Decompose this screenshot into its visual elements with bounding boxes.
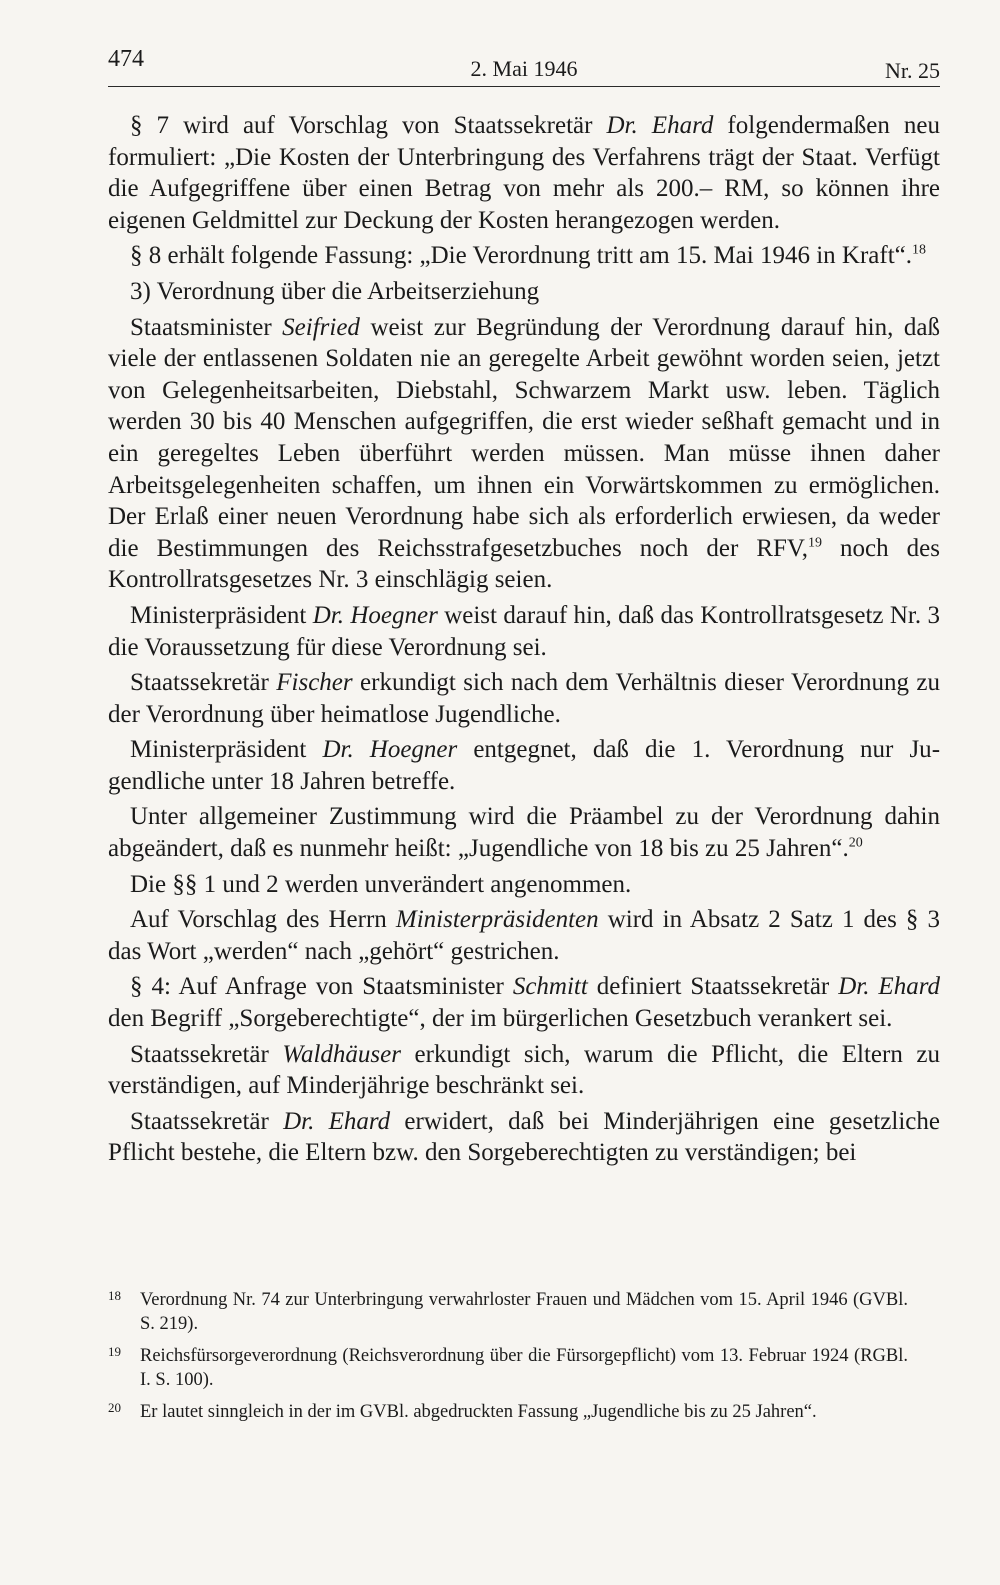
footnote-text: Er lautet sinngleich in der im GVBl. abgedruckten Fassung „Jugendliche bis zu 25 Jahren“. xyxy=(140,1402,817,1422)
person-name: Dr. Hoegner xyxy=(312,601,438,629)
footnote xyxy=(108,1288,908,1336)
running-header xyxy=(108,46,940,87)
text-run: § 4: Auf Anfrage von Staatsminister xyxy=(130,973,513,1001)
paragraph xyxy=(108,801,940,864)
person-name: Dr. Ehard xyxy=(283,1107,391,1135)
text-run: weist zur Begründung der Verordnung darauf hin, daß viele der entlassenen Soldaten nie an geregelte Arbeit gewöhnt worden seien, jetzt von Gelegenheitsarbeiten, Diebstahl, Schwarzem Markt usw. leben. Täglich werden 30 bis 40 Menschen aufgegriffen, die erst wieder seßhaft gemacht und in ein geregeltes Leben überführt werden müssen. Man müsse ihnen daher Arbeitsgelegenheiten schaffen, um ihnen ein Vorwärtskommen zu ermöglichen. Der Erlaß einer neuen Verordnung habe sich als erforderlich erwiesen, da weder die Bestimmungen des Reichsstrafgesetzbuches noch der RFV, xyxy=(108,313,940,562)
text-run: erwidert, daß bei Minderjährigen eine gesetzliche Pflicht bestehe, die Eltern bzw. den Sorgeberechtigten zu verständigen; bei xyxy=(108,1107,940,1167)
footnote-number: 18 xyxy=(108,1288,121,1303)
page-number: 474 xyxy=(108,46,144,72)
header-date: 2. Mai 1946 xyxy=(470,56,578,81)
footnote-text: Verordnung Nr. 74 zur Unterbringung verwahrloster Frauen und Mädchen vom 15. April 1946 (GVBl. S. 219). xyxy=(140,1290,908,1334)
paragraph xyxy=(108,110,940,236)
paragraph xyxy=(108,600,940,663)
person-name: Dr. Ehard xyxy=(838,973,940,1001)
text-run: Staatssekretär xyxy=(130,1040,283,1068)
paragraph xyxy=(108,276,940,308)
footnote-ref: 18 xyxy=(912,243,927,259)
text-run: Die §§ 1 und 2 werden unverändert angenommen. xyxy=(130,870,632,898)
text-run: Staatssekretär xyxy=(130,1107,284,1135)
person-name: Dr. Hoegner xyxy=(322,736,458,764)
footnote xyxy=(108,1344,908,1392)
text-run: wird in Absatz 2 Satz 1 des § 3 das Wort „werden“ nach „gehört“ gestrichen. xyxy=(108,906,941,965)
person-name: Waldhäuser xyxy=(282,1040,401,1068)
paragraph xyxy=(108,1039,940,1102)
text-run: 3) Verordnung über die Arbeitserziehung xyxy=(130,277,540,305)
footnote-number: 20 xyxy=(108,1400,121,1415)
paragraph xyxy=(108,667,940,730)
footnote-ref: 19 xyxy=(808,535,822,551)
text-run: § 7 wird auf Vorschlag von Staatssekretär xyxy=(130,112,607,139)
paragraph xyxy=(108,734,940,797)
body-text xyxy=(108,110,940,1169)
text-run: Ministerpräsident xyxy=(130,601,313,629)
text-run: § 8 erhält folgende Fassung: „Die Verordnung tritt am 15. Mai 1946 in Kraft“. xyxy=(130,242,913,270)
text-run: weist darauf hin, daß das Kontrollratsgesetz Nr. 3 die Voraussetzung für diese Verordnung sei. xyxy=(108,601,940,661)
paragraph xyxy=(108,240,940,272)
paragraph xyxy=(108,312,940,596)
text-run: noch des Kontrollratsgesetzes Nr. 3 einschlägig seien. xyxy=(108,534,940,594)
person-name: Ministerpräsidenten xyxy=(395,906,599,934)
header-issue-number: Nr. 25 xyxy=(885,58,940,83)
text-run: Staatssekretär xyxy=(130,669,277,697)
text-run: erkundigt sich, warum die Pflicht, die Eltern zu verständigen, auf Minderjährige beschränkt sei. xyxy=(108,1040,940,1100)
footnote-number: 19 xyxy=(108,1344,121,1359)
person-name: Dr. Ehard xyxy=(606,112,714,139)
text-run: Ministerpräsident xyxy=(130,736,323,764)
footnotes xyxy=(108,1288,908,1432)
text-run: folgendermaßen neu formuliert: „Die Kosten der Unterbringung des Verfahrens trägt der Staat. Verfügt die Aufgegriffene über einen Betrag von mehr als 200.– RM, so können ihre eigenen Geldmittel zur Deckung der Kosten herangezogen werden. xyxy=(108,112,940,234)
text-run: Staatsminister xyxy=(130,313,283,341)
text-run: definiert Staatssekretär xyxy=(587,973,839,1001)
footnote-text: Reichsfürsorgeverordnung (Reichsverordnung über die Fürsorgepflicht) vom 13. Februar 1924 (RGBl. I. S. 100). xyxy=(140,1346,908,1390)
person-name: Schmitt xyxy=(512,973,588,1001)
person-name: Fischer xyxy=(276,669,353,697)
paragraph xyxy=(108,904,940,967)
paragraph xyxy=(108,971,940,1034)
text-run: Unter allgemeiner Zustimmung wird die Präambel zu der Verordnung dahin abgeändert, daß es nunmehr heißt: „Jugendliche von 18 bis zu 25 Jahren“. xyxy=(108,803,940,863)
footnote-ref: 20 xyxy=(848,835,863,851)
text-run: Auf Vorschlag des Herrn xyxy=(130,906,396,934)
text-run: erkundigt sich nach dem Verhältnis dieser Verordnung zu der Verordnung über heimatlose Jugendliche. xyxy=(108,669,940,728)
text-run: entgegnet, daß die 1. Verordnung nur Jugendliche unter 18 Jahren betreffe. xyxy=(108,736,941,795)
text-run: den Begriff „Sorgeberechtigte“, der im bürgerlichen Gesetzbuch verankert sei. xyxy=(108,1005,893,1033)
person-name: Seifried xyxy=(282,313,360,341)
paragraph xyxy=(108,1106,940,1169)
footnote xyxy=(108,1400,908,1424)
paragraph xyxy=(108,869,940,901)
